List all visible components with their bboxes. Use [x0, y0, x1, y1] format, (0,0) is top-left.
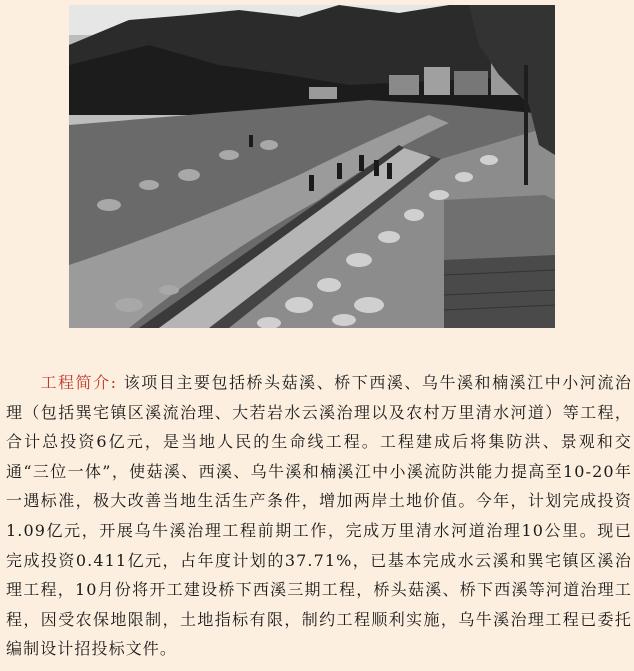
river-construction-photo: [69, 5, 555, 328]
project-intro-text: 该项目主要包括桥头菇溪、桥下西溪、乌牛溪和楠溪江中小河流治理（包括巽宅镇区溪流治理、大若岩水云溪治理以及农村万里清水河道）等工程，合计总投资6亿元，是当地人民的生命线工程。工程建成后将集防洪、景观和交通“三位一体”，使菇溪、西溪、乌牛溪和楠溪江中小溪流防洪能力提高至10-20年一遇标准，极大改善当地生活生产条件，增加两岸土地价值。今年，计划完成投资1.09亿元，开展乌牛溪治理工程前期工作，完成万里清水河道治理10公里。现已完成投资0.411亿元，占年度计划的37.71%，已基本完成水云溪和巽宅镇区溪治理工程，10月份将开工建设桥下西溪三期工程，桥头菇溪、桥下西溪等河道治理工程，因受农保地限制，土地指标有限，制约工程顺利实施，乌牛溪治理工程已委托编制设计招投标文件。: [6, 373, 632, 659]
project-intro-label: 工程简介:: [40, 373, 118, 392]
project-description: [6, 368, 632, 664]
